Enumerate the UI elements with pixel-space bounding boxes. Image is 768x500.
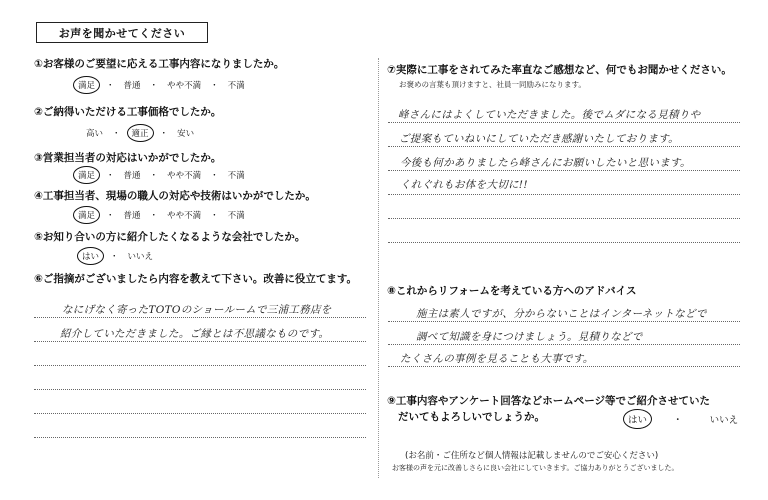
q6-rule [34, 437, 366, 438]
q1-option-slightly-dissatisfied[interactable]: やや不満 [167, 81, 202, 91]
q4-option-dissatisfied[interactable]: 不満 [227, 211, 245, 221]
q7-rule [388, 242, 740, 243]
q8-answer-line-2: 調べて知識を身につけましょう。見積りなどで [416, 331, 643, 343]
q2-option-cheap[interactable]: 安い [177, 129, 195, 139]
q6-rule [34, 365, 366, 366]
q8-rule [388, 344, 740, 345]
column-divider [378, 58, 379, 478]
q1-option-dissatisfied[interactable]: 不満 [227, 81, 245, 91]
q8-answer-line-1: 施主は素人ですが、分からないことはインターネットなどで [416, 308, 707, 320]
q1-option-normal[interactable]: 普通 [123, 81, 141, 91]
q7-answer-line-3: 今後も何かありましたら峰さんにお願いしたいと思います。 [400, 157, 691, 169]
q6-rule [34, 317, 366, 318]
q7-answer-line-1: 峰さんにはよくしていただきました。後でムダになる見積りや [398, 109, 701, 121]
q3-option-satisfied[interactable]: 満足 [73, 166, 100, 184]
q5-option-no[interactable]: いいえ [127, 252, 154, 262]
q5-options: はい ・ いいえ [78, 250, 155, 262]
q1-label: ①お客様のご要望に応える工事内容になりましたか。 [34, 58, 285, 70]
q6-answer-line-1: なにげなく寄ったTOTOのショールームで三浦工務店を [62, 304, 332, 316]
q3-label: ③営業担当者の対応はいかがでしたか。 [34, 152, 222, 164]
q6-rule [34, 413, 366, 414]
q8-label: ⑧これからリフォームを考えている方へのアドバイス [387, 285, 637, 297]
thanks-note: お客様の声を元に改善しさらに良い会社にしていきます。ご協力ありがとうございました。 [392, 464, 679, 472]
q7-note: お褒めの言葉も頂けますと、社員一同励みになります。 [399, 80, 586, 89]
q4-label: ④工事担当者、現場の職人の対応や技術はいかがでしたか。 [34, 190, 316, 202]
q3-option-dissatisfied[interactable]: 不満 [227, 171, 245, 181]
q4-option-slightly-dissatisfied[interactable]: やや不満 [167, 211, 202, 221]
q7-rule [388, 122, 740, 123]
q9-label-line-2: だいてもよろしいでしょうか。 [398, 411, 545, 423]
q7-rule [388, 218, 740, 219]
q4-option-normal[interactable]: 普通 [123, 211, 141, 221]
q7-answer-line-4: くれぐれもお体を大切に!! [400, 179, 528, 191]
q3-option-slightly-dissatisfied[interactable]: やや不満 [167, 171, 202, 181]
q3-options: 満足 ・ 普通 ・ やや不満 ・ 不満 [74, 169, 247, 181]
q2-option-fair[interactable]: 適正 [127, 124, 154, 142]
q9-option-yes[interactable]: はい [623, 409, 652, 429]
q8-rule [388, 321, 740, 322]
survey-title: お声を聞かせてください [36, 22, 208, 43]
q6-rule [34, 341, 366, 342]
q1-options: 満足 ・ 普通 ・ やや不満 ・ 不満 [74, 79, 247, 91]
q2-label: ②ご納得いただける工事価格でしたか。 [34, 106, 222, 118]
q7-rule [388, 146, 740, 147]
q1-option-satisfied[interactable]: 満足 [73, 76, 100, 94]
q4-option-satisfied[interactable]: 満足 [73, 206, 100, 224]
q6-answer-line-2: 紹介していただきました。ご縁とは不思議なものです。 [60, 328, 330, 340]
privacy-note: (お名前・ご住所など個人情報は記載しませんのでご安心ください) [405, 451, 659, 461]
q6-label: ⑥ご指摘がございましたら内容を教えて下さい。改善に役立てます。 [34, 273, 358, 285]
q5-option-yes[interactable]: はい [77, 247, 104, 265]
q6-rule [34, 389, 366, 390]
q9-options: はい ・ いいえ [624, 412, 740, 426]
q9-label-line-1: ⑨工事内容やアンケート回答などホームページ等でご紹介させていた [387, 395, 711, 407]
q7-rule [388, 194, 740, 195]
q7-answer-line-2: ご提案もていねいにしていただき感謝いたしております。 [399, 133, 679, 145]
q2-option-high[interactable]: 高い [86, 129, 104, 139]
q8-answer-line-3: たくさんの事例を見ることも大事です。 [400, 353, 594, 365]
q8-rule [388, 366, 740, 367]
q4-options: 満足 ・ 普通 ・ やや不満 ・ 不満 [74, 209, 247, 221]
q7-label: ⑦実際に工事をされてみた率直なご感想など、何でもお聞かせください。 [387, 64, 732, 76]
q7-rule [388, 170, 740, 171]
q3-option-normal[interactable]: 普通 [123, 171, 141, 181]
q9-option-no[interactable]: いいえ [709, 415, 739, 426]
q2-options: 高い ・ 適正 ・ 安い [84, 127, 196, 139]
q5-label: ⑤お知り合いの方に紹介したくなるような会社でしたか。 [34, 231, 306, 243]
